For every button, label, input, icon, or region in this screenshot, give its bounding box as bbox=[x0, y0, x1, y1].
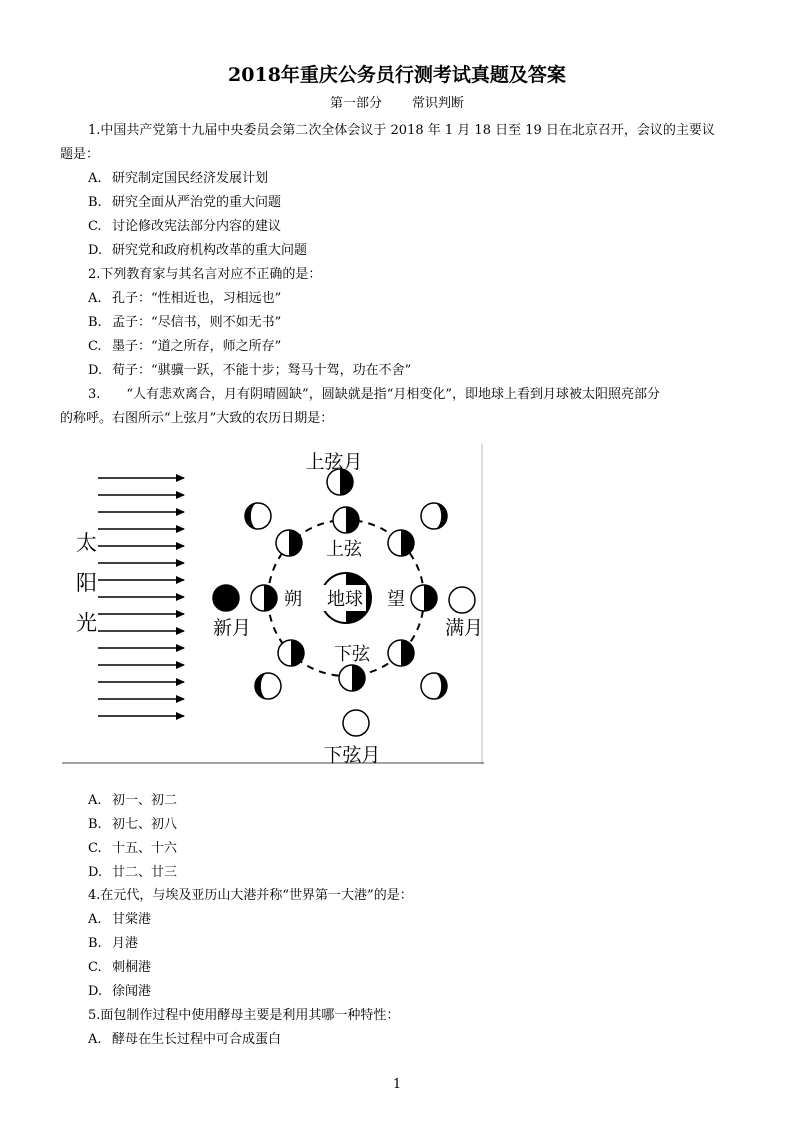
option-text: 研究全面从严治党的重大问题 bbox=[112, 195, 282, 210]
question-3-option-a bbox=[88, 789, 177, 808]
section-part: 第一部分 bbox=[329, 96, 382, 111]
option-text: 孟子：“尽信书，则不如无书” bbox=[112, 315, 282, 330]
section-heading bbox=[0, 92, 794, 111]
earth-label: 地球 bbox=[327, 589, 363, 610]
new-moon-icon bbox=[213, 585, 239, 611]
sunlight-arrows bbox=[98, 478, 184, 716]
option-label: C. bbox=[88, 841, 102, 856]
option-label: D. bbox=[88, 984, 103, 999]
question-2-stem: 2.下列教育家与其名言对应不正确的是： bbox=[88, 267, 322, 282]
inner-new-moon-label: 朔 bbox=[284, 589, 302, 610]
section-name: 常识判断 bbox=[412, 96, 465, 111]
orbit-moon-bottom-right-icon bbox=[388, 640, 414, 666]
option-text: 十五、十六 bbox=[112, 841, 178, 856]
option-label: C. bbox=[88, 219, 102, 234]
option-label: C. bbox=[88, 960, 102, 975]
sun-label-2: 阳 bbox=[76, 571, 97, 595]
orbit-moon-right-icon bbox=[411, 585, 437, 611]
option-text: 酵母在生长过程中可合成蛋白 bbox=[112, 1032, 282, 1047]
question-2-option-a bbox=[88, 287, 281, 306]
waxing-gibbous-moon-icon bbox=[421, 503, 447, 529]
waning-gibbous-moon-icon bbox=[421, 673, 447, 699]
option-label: D. bbox=[88, 865, 103, 880]
sun-label-3: 光 bbox=[76, 611, 97, 635]
option-text: 研究制定国民经济发展计划 bbox=[112, 171, 269, 186]
option-label: D. bbox=[88, 363, 103, 378]
inner-first-quarter-label: 上弦 bbox=[326, 539, 362, 560]
question-3-option-c bbox=[88, 837, 177, 856]
question-4-stem: 4.在元代，与埃及亚历山大港并称“世界第一大港”的是： bbox=[88, 888, 413, 903]
question-1-stem-cont: 题是： bbox=[60, 147, 100, 162]
orbit-moon-top-left-icon bbox=[276, 530, 302, 556]
moon-phase-diagram bbox=[62, 440, 486, 766]
orbit-moon-bottom-icon bbox=[339, 665, 365, 691]
last-quarter-label: 下弦月 bbox=[323, 744, 381, 766]
question-1-option-d bbox=[88, 239, 307, 258]
question-2-option-c bbox=[88, 335, 281, 354]
option-label: A. bbox=[88, 171, 102, 186]
option-label: C. bbox=[88, 339, 102, 354]
option-text: 研究党和政府机构改革的重大问题 bbox=[112, 243, 308, 258]
first-quarter-label: 上弦月 bbox=[305, 451, 363, 473]
sun-label-1: 太 bbox=[76, 531, 97, 555]
question-3-stem-cont: 的称呼。右图所示“上弦月”大致的农历日期是： bbox=[60, 411, 334, 426]
question-4-option-d bbox=[88, 980, 151, 999]
option-text: 讨论修改宪法部分内容的建议 bbox=[112, 219, 282, 234]
new-moon-label: 新月 bbox=[212, 617, 252, 639]
question-4-option-a bbox=[88, 908, 151, 927]
option-text: 甘棠港 bbox=[112, 912, 152, 927]
option-label: B. bbox=[88, 315, 102, 330]
full-moon-label: 满月 bbox=[444, 617, 484, 639]
question-1-option-b bbox=[88, 191, 281, 210]
option-text: 廿二、廿三 bbox=[112, 865, 178, 880]
option-label: A. bbox=[88, 1032, 102, 1047]
option-text: 初七、初八 bbox=[112, 817, 178, 832]
question-5-stem: 5.面包制作过程中使用酵母主要是利用其哪一种特性： bbox=[88, 1008, 400, 1023]
option-text: 荀子：“骐骥一跃，不能十步；驽马十驾，功在不舍” bbox=[112, 363, 412, 378]
question-3-option-d bbox=[88, 861, 177, 880]
option-text: 孔子：“性相近也，习相远也” bbox=[112, 291, 282, 306]
orbit-moon-bottom-left-icon bbox=[278, 640, 304, 666]
question-2-option-b bbox=[88, 311, 281, 330]
question-1-option-a bbox=[88, 167, 268, 186]
question-3-option-b bbox=[88, 813, 177, 832]
option-label: A. bbox=[88, 793, 102, 808]
orbit-moon-left-icon bbox=[251, 585, 277, 611]
question-4-option-c bbox=[88, 956, 151, 975]
option-text: 初一、初二 bbox=[112, 793, 178, 808]
inner-last-quarter-label: 下弦 bbox=[334, 644, 370, 665]
full-moon-icon bbox=[449, 587, 475, 613]
question-4-option-b bbox=[88, 932, 138, 951]
option-label: B. bbox=[88, 936, 102, 951]
option-label: D. bbox=[88, 243, 103, 258]
option-label: A. bbox=[88, 291, 102, 306]
option-text: 月港 bbox=[112, 936, 139, 951]
question-3-stem: 3. “人有悲欢离合，月有阴晴圆缺”，圆缺就是指“月相变化”，即地球上看到月球被太阳照亮部分 bbox=[88, 387, 660, 402]
orbit-moon-top-right-icon bbox=[388, 530, 414, 556]
option-text: 刺桐港 bbox=[112, 960, 152, 975]
moon-phase-figure bbox=[62, 440, 486, 766]
orbit-moon-top-icon bbox=[333, 507, 359, 533]
question-1-option-c bbox=[88, 215, 281, 234]
option-label: B. bbox=[88, 817, 102, 832]
option-text: 墨子：“道之所存，师之所存” bbox=[112, 339, 282, 354]
page-number: 1 bbox=[392, 1077, 402, 1092]
option-label: B. bbox=[88, 195, 102, 210]
option-text: 徐闻港 bbox=[112, 984, 152, 999]
document-title: 2018年重庆公务员行测考试真题及答案 bbox=[228, 64, 566, 86]
inner-full-moon-label: 望 bbox=[387, 589, 405, 610]
question-2-option-d bbox=[88, 359, 411, 378]
question-1-stem: 1.中国共产党第十九届中央委员会第二次全体会议于 2018 年 1 月 18 日至 19 日在北京召开，会议的主要议 bbox=[88, 123, 715, 138]
waxing-crescent-moon-icon bbox=[245, 503, 271, 529]
waning-crescent-moon-icon bbox=[255, 673, 281, 699]
last-quarter-moon-icon bbox=[343, 710, 369, 736]
earth-icon bbox=[320, 573, 371, 623]
option-label: A. bbox=[88, 912, 102, 927]
question-5-option-a bbox=[88, 1028, 281, 1047]
